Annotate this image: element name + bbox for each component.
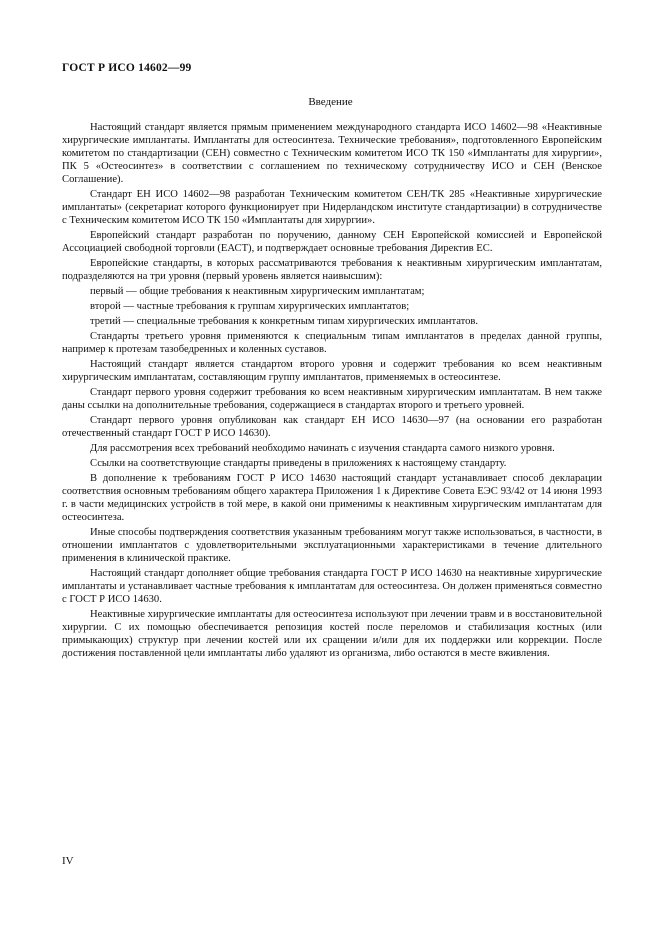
- paragraph: Иные способы подтверждения соответствия указанным требованиям могут также использоваться, в частности, в отношении имплантатов с удовлетворительными эксплуатационными характеристиками в течение длительного применения в клинической практике.: [62, 527, 602, 564]
- list-item: первый — общие требования к неактивным хирургическим имплантатам;: [90, 286, 425, 297]
- list-item: второй — частные требования к группам хирургических имплантатов;: [90, 301, 410, 312]
- paragraph: Стандарты третьего уровня применяются к специальным типам имплантатов в пределах данной группы, например к протезам тазобедренных и коленных суставов.: [62, 331, 602, 355]
- paragraph: Ссылки на соответствующие стандарты приведены в приложениях к настоящему стандарту.: [90, 458, 507, 469]
- section-title: Введение: [308, 96, 353, 108]
- paragraph: Европейский стандарт разработан по поручению, данному СЕН Европейской комиссией и Европейской Ассоциацией свободной торговли (ЕАСТ), и подтверждает основные требования Директив ЕС.: [62, 230, 602, 254]
- document-code-header: ГОСТ Р ИСО 14602—99: [62, 62, 192, 74]
- body-text: [62, 121, 602, 662]
- paragraph: Для рассмотрения всех требований необходимо начинать с изучения стандарта самого низкого уровня.: [90, 443, 555, 454]
- paragraph: Настоящий стандарт дополняет общие требования стандарта ГОСТ Р ИСО 14630 на неактивные хирургические имплантаты и устанавливает частные требования к имплантатам для остеосинтеза. Он должен применяться совместно с ГОСТ Р ИСО 14630.: [62, 568, 602, 605]
- paragraph: Стандарт первого уровня опубликован как стандарт ЕН ИСО 14630—97 (на основании его разработан отечественный стандарт ГОСТ Р ИСО 14630).: [62, 415, 602, 439]
- paragraph: Европейские стандарты, в которых рассматриваются требования к неактивным хирургическим имплантатам, подразделяются на три уровня (первый уровень является наивысшим):: [62, 258, 602, 282]
- paragraph: Стандарт первого уровня содержит требования ко всем неактивным хирургическим имплантатам. В нем также даны ссылки на дополнительные требования, содержащиеся в стандартах второго и третьего уровней.: [62, 387, 602, 411]
- paragraph: Неактивные хирургические имплантаты для остеосинтеза используют при лечении травм и в восстановительной хирургии. С их помощью обеспечивается репозиция костей после переломов и стабилизация костных (или примыкающих) структур при лечении костей или их сращении и/или для их поддержки или коррекции. После достижения поставленной цели имплантаты либо удаляют из организма, либо остаются в месте вживления.: [62, 609, 602, 659]
- paragraph: В дополнение к требованиям ГОСТ Р ИСО 14630 настоящий стандарт устанавливает способ декларации соответствия основным требованиям общего характера Приложения 1 к Директиве Совета ЕЭС 93/42 от 14 июня 1993 г. в части медицинских устройств в той мере, в какой они применимы к неактивным хирургическим имплантатам для остеосинтеза.: [62, 473, 602, 523]
- paragraph: Настоящий стандарт является стандартом второго уровня и содержит требования ко всем неактивным хирургическим имплантатам, составляющим группу имплантатов, применяемых в остеосинтезе.: [62, 359, 602, 383]
- page-number: IV: [62, 855, 74, 867]
- paragraph: Настоящий стандарт является прямым применением международного стандарта ИСО 14602—98 «Неактивные хирургические имплантаты. Имплантаты для остеосинтеза. Технические требования», подготовленного Европейским комитетом по стандартизации (СЕН) совместно с Техническим комитетом ИСО ТК 150 «Имплантаты для хирургии», ПК 5 «Остеосинтез» в соответствии с соглашением по техническому сотрудничеству ИСО и СЕН (Венское Соглашение).: [62, 122, 602, 185]
- list-item: третий — специальные требования к конкретным типам хирургических имплантатов.: [90, 316, 479, 327]
- paragraph: Стандарт ЕН ИСО 14602—98 разработан Техническим комитетом СЕН/ТК 285 «Неактивные хирургические имплантаты» (секретариат которого функционирует при Нидерландском институте стандартизации) в сотрудничестве с Техническим комитетом ИСО ТК 150 «Имплантаты для хирургии».: [62, 189, 602, 226]
